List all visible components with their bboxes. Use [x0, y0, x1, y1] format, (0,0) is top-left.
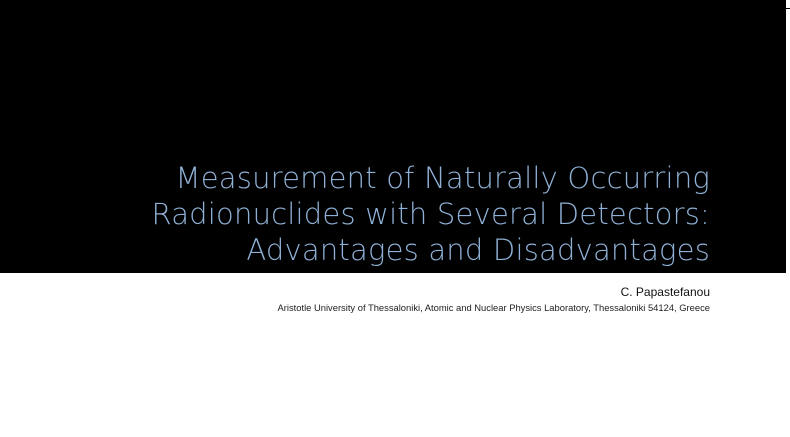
author-name: C. Papastefanou	[620, 285, 710, 299]
author-affiliation: Aristotle University of Thessaloniki, Atomic and Nuclear Physics Laboratory, Thessaloniki 54124, Greece	[277, 302, 710, 313]
banner-edge-line	[786, 8, 790, 9]
paper-title-line-3: Advantages and Disadvantages	[246, 233, 710, 267]
paper-title	[110, 160, 710, 268]
paper-title-line-2: Radionuclides with Several Detectors:	[151, 197, 710, 231]
paper-title-line-1: Measurement of Naturally Occurring	[175, 161, 710, 195]
